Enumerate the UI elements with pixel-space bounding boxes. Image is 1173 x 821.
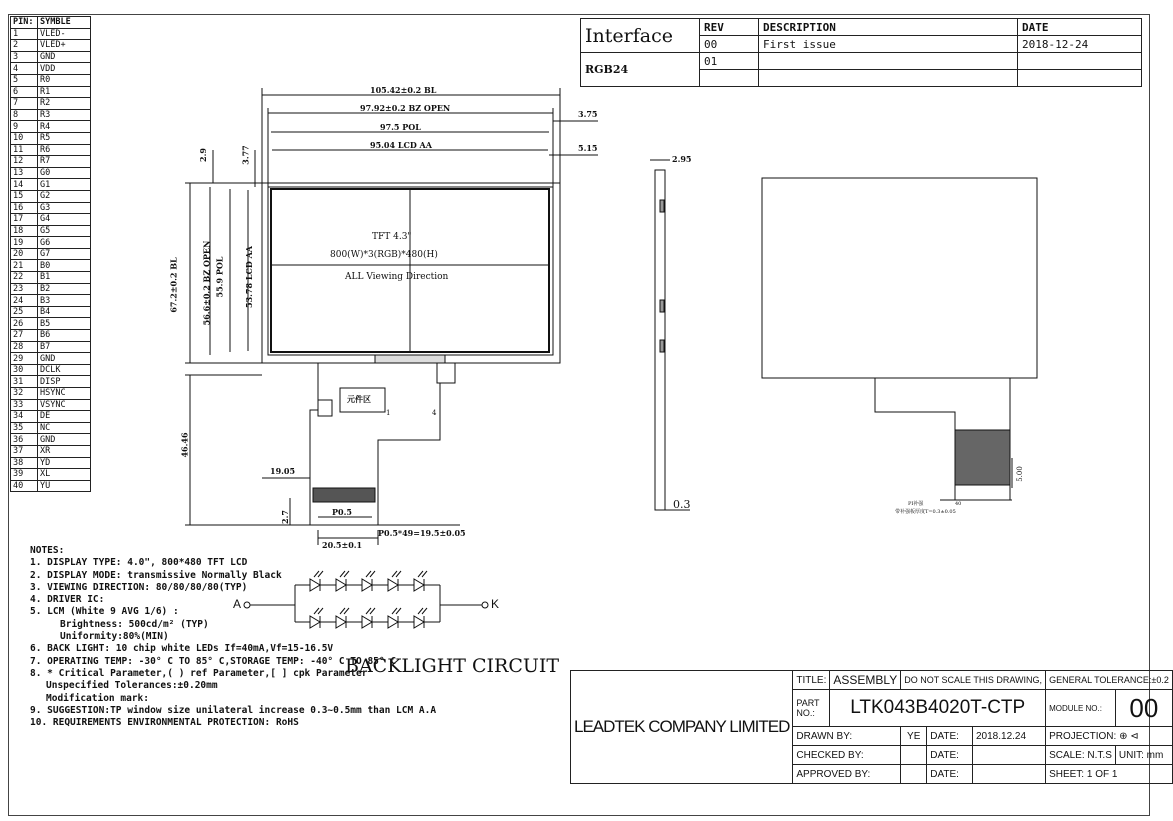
note-line: 4. DRIVER IC: xyxy=(30,594,105,606)
pin-number: 10 xyxy=(11,132,38,144)
pin-number: 26 xyxy=(11,318,38,330)
pin-symbol: VSYNC xyxy=(38,399,91,411)
pin-symbol: VLED+ xyxy=(38,40,91,52)
pin-number: 40 xyxy=(11,480,38,492)
pin-symbol: GND xyxy=(38,434,91,446)
checked-date-label: DATE: xyxy=(927,746,973,765)
dim-right-top-2: 5.15 xyxy=(578,143,598,153)
scale-label: SCALE: N.T.S xyxy=(1046,746,1116,765)
pin-number: 11 xyxy=(11,144,38,156)
dim-side-bottom: 0.3 xyxy=(673,498,691,511)
pin-number: 21 xyxy=(11,260,38,272)
note-line: 8. * Critical Parameter,( ) ref Parameter,[ ] cpk Parameter xyxy=(30,667,368,679)
pin-symbol: B2 xyxy=(38,283,91,295)
date-header: DATE xyxy=(1018,19,1142,36)
pin-number: 37 xyxy=(11,445,38,457)
pin-number: 17 xyxy=(11,214,38,226)
pin-number: 16 xyxy=(11,202,38,214)
company-name: LEADTEK COMPANY LIMITED xyxy=(571,671,793,784)
pin-header: PIN: xyxy=(11,17,38,29)
note-line: 9. SUGGESTION:TP window size unilateral increase 0.3~0.5mm than LCM A.A xyxy=(30,704,437,716)
pin-symbol: NC xyxy=(38,422,91,434)
pin-number: 31 xyxy=(11,376,38,388)
interface-label: Interface xyxy=(581,19,700,53)
note-line: Brightness: 500cd/m² (TYP) xyxy=(60,618,209,630)
dim-pol-width: 97.5 POL xyxy=(380,122,421,132)
scale-note: DO NOT SCALE THIS DRAWING, xyxy=(901,671,1046,690)
pin-number: 30 xyxy=(11,364,38,376)
approved-label: APPROVED BY: xyxy=(793,765,901,784)
sheet-number: 1 xyxy=(1086,768,1093,780)
note-line: 7. OPERATING TEMP: -30° C TO 85° C,STORAGE TEMP: -40° C TO 85° C xyxy=(30,655,397,667)
pin-number: 38 xyxy=(11,457,38,469)
title-value: ASSEMBLY xyxy=(830,671,901,690)
dim-fpc-offset: 19.05 xyxy=(270,466,296,476)
pin-symbol: XL xyxy=(38,469,91,481)
pin-symbol: XR xyxy=(38,445,91,457)
of-label: OF xyxy=(1095,768,1110,780)
pin-symbol: G6 xyxy=(38,237,91,249)
approved-date-label: DATE: xyxy=(927,765,973,784)
pin-number: 2 xyxy=(11,40,38,52)
rear-view-outline xyxy=(762,178,1037,378)
note-line: 5. LCM (White 9 AVG 1/6) : xyxy=(30,606,179,618)
pin-number: 3 xyxy=(11,51,38,63)
module-number: 00 xyxy=(1115,690,1172,727)
dim-bz-height: 56.6±0.2 BZ OPEN xyxy=(201,240,212,326)
pin-number: 4 xyxy=(11,63,38,75)
note-line: Modification mark: xyxy=(46,692,149,704)
pin-number: 39 xyxy=(11,469,38,481)
pin-number: 20 xyxy=(11,248,38,260)
center-text-resolution: 800(W)*3(RGB)*480(H) xyxy=(330,250,438,260)
pin-symbol: HSYNC xyxy=(38,388,91,400)
connector-pin-1: 1 xyxy=(386,409,391,417)
pin-symbol: DCLK xyxy=(38,364,91,376)
projection-icon: ⊕ ⊲ xyxy=(1119,730,1139,742)
drawn-date: 2018.12.24 xyxy=(972,727,1045,746)
pin-symbol: B5 xyxy=(38,318,91,330)
pin-symbol: YU xyxy=(38,480,91,492)
pin-number: 15 xyxy=(11,190,38,202)
pin-symbol: G7 xyxy=(38,248,91,260)
note-line: 3. VIEWING DIRECTION: 80/80/80/80(TYP) xyxy=(30,581,248,593)
pin-symbol: R3 xyxy=(38,109,91,121)
checked-label: CHECKED BY: xyxy=(793,746,901,765)
pin-number: 25 xyxy=(11,306,38,318)
interface-type: RGB24 xyxy=(581,53,700,87)
pin-symbol: R5 xyxy=(38,132,91,144)
dim-tail: 5.00 xyxy=(1015,466,1024,482)
description-header: DESCRIPTION xyxy=(759,19,1018,36)
dim-right-top-1: 3.75 xyxy=(578,109,598,119)
dim-aa-height: 53.78 LCD AA xyxy=(243,246,254,308)
dim-bz-width: 97.92±0.2 BZ OPEN xyxy=(360,103,451,113)
pin-number: 14 xyxy=(11,179,38,191)
pin-number: 24 xyxy=(11,295,38,307)
pin-number: 9 xyxy=(11,121,38,133)
note-line: Unspecified Tolerances:±0.20mm xyxy=(46,680,218,692)
part-number: LTK043B4020T-CTP xyxy=(830,690,1046,727)
rev-00-date: 2018-12-24 xyxy=(1018,36,1142,53)
pin-symbol: R0 xyxy=(38,74,91,86)
pin-number: 29 xyxy=(11,353,38,365)
pin-number: 33 xyxy=(11,399,38,411)
symbol-header: SYMBLE xyxy=(38,17,91,29)
fpc-component-label: 元件区 xyxy=(347,394,371,404)
dim-pitch-total: P0.5*49=19.5±0.05 xyxy=(378,528,466,538)
pin-symbol: G0 xyxy=(38,167,91,179)
connector-pin-4: 4 xyxy=(432,409,437,417)
pin-number: 1 xyxy=(11,28,38,40)
pin-number: 34 xyxy=(11,411,38,423)
rear-note-thickness: 带补强板厚度T=0.3±0.05 xyxy=(895,509,956,515)
pin-symbol: GND xyxy=(38,353,91,365)
pin-symbol: B1 xyxy=(38,272,91,284)
dim-aa-width: 95.04 LCD AA xyxy=(370,140,432,150)
title-block xyxy=(570,670,1173,784)
unit-label: UNIT: mm xyxy=(1115,746,1172,765)
general-tolerance: GENERAL TOLERANCE:±0.2 xyxy=(1046,671,1173,690)
projection-label: PROJECTION: xyxy=(1049,730,1117,742)
sheet-label: SHEET: xyxy=(1049,768,1085,780)
note-line: 10. REQUIREMENTS ENVIRONMENTAL PROTECTION: RoHS xyxy=(30,717,299,729)
stiffener-hatch xyxy=(955,430,1010,485)
module-label: MODULE NO.: xyxy=(1046,690,1116,727)
dim-fpc-width: 20.5±0.1 xyxy=(322,540,363,550)
pin-number: 32 xyxy=(11,388,38,400)
rear-dim-small: 40 xyxy=(955,501,962,507)
pin-symbol: R6 xyxy=(38,144,91,156)
pin-symbol: B4 xyxy=(38,306,91,318)
rev-00: 00 xyxy=(700,36,759,53)
pin-number: 23 xyxy=(11,283,38,295)
pin-number: 35 xyxy=(11,422,38,434)
pin-symbol: R4 xyxy=(38,121,91,133)
rev-01: 01 xyxy=(700,53,759,70)
pin-number: 18 xyxy=(11,225,38,237)
anode-label: A xyxy=(233,597,242,611)
pin-symbol: B3 xyxy=(38,295,91,307)
note-line: 1. DISPLAY TYPE: 4.0", 800*480 TFT LCD xyxy=(30,557,248,569)
pin-symbol: R7 xyxy=(38,156,91,168)
pin-symbol: B7 xyxy=(38,341,91,353)
dim-pol-height: 55.9 POL xyxy=(214,256,225,298)
part-label: PART NO.: xyxy=(793,690,830,727)
drawn-by: YE xyxy=(901,727,927,746)
pin-symbol: G3 xyxy=(38,202,91,214)
pin-number: 19 xyxy=(11,237,38,249)
pin-number: 13 xyxy=(11,167,38,179)
pin-number: 27 xyxy=(11,330,38,342)
dim-left-top-1: 2.9 xyxy=(197,148,208,162)
fpc-contacts xyxy=(313,488,375,502)
drawn-date-label: DATE: xyxy=(927,727,973,746)
pin-number: 6 xyxy=(11,86,38,98)
pin-symbol: DE xyxy=(38,411,91,423)
center-text-viewing: ALL Viewing Direction xyxy=(345,272,449,282)
drawn-label: DRAWN BY: xyxy=(793,727,901,746)
dim-left-top-2: 3.77 xyxy=(240,145,251,165)
center-text-size: TFT 4.3" xyxy=(372,232,412,242)
pin-symbol: G4 xyxy=(38,214,91,226)
pin-symbol: G1 xyxy=(38,179,91,191)
pin-number: 12 xyxy=(11,156,38,168)
pin-number: 5 xyxy=(11,74,38,86)
cathode-label: K xyxy=(491,597,500,611)
backlight-circuit-title: BACKLIGHT CIRCUIT xyxy=(345,655,560,677)
pin-symbol: YD xyxy=(38,457,91,469)
notes-title: NOTES: xyxy=(30,545,65,556)
pin-symbol: VLED- xyxy=(38,28,91,40)
dim-pitch: P0.5 xyxy=(332,507,352,517)
rev-header: REV xyxy=(700,19,759,36)
note-line: 2. DISPLAY MODE: transmissive Normally Black xyxy=(30,569,282,581)
rear-note-stiffener: PI补强 xyxy=(908,501,924,507)
pin-symbol: B0 xyxy=(38,260,91,272)
pin-symbol: R1 xyxy=(38,86,91,98)
note-line: Uniformity:80%(MIN) xyxy=(60,631,169,643)
pin-number: 8 xyxy=(11,109,38,121)
pin-number: 7 xyxy=(11,98,38,110)
dim-side-thickness: 2.95 xyxy=(672,154,692,164)
notes-block xyxy=(30,545,436,729)
pin-number: 28 xyxy=(11,341,38,353)
pin-symbol: G5 xyxy=(38,225,91,237)
dim-fpc-length: 46.46 xyxy=(179,432,190,458)
pin-symbol: GND xyxy=(38,51,91,63)
rev-00-description: First issue xyxy=(759,36,1018,53)
dim-bl-width: 105.42±0.2 BL xyxy=(370,85,437,95)
dim-bl-height: 67.2±0.2 BL xyxy=(168,257,179,313)
pin-symbol: DISP xyxy=(38,376,91,388)
pin-symbol: G2 xyxy=(38,190,91,202)
note-line: 6. BACK LIGHT: 10 chip white LEDs If=40mA,Vf=15-16.5V xyxy=(30,643,334,655)
pin-symbol: R2 xyxy=(38,98,91,110)
title-label: TITLE: xyxy=(793,671,830,690)
sheet-total: 1 xyxy=(1111,768,1118,780)
dim-fpc-gap: 2.7 xyxy=(279,510,290,524)
pin-number: 36 xyxy=(11,434,38,446)
pin-symbol: VDD xyxy=(38,63,91,75)
pin-symbol: B6 xyxy=(38,330,91,342)
pin-number: 22 xyxy=(11,272,38,284)
